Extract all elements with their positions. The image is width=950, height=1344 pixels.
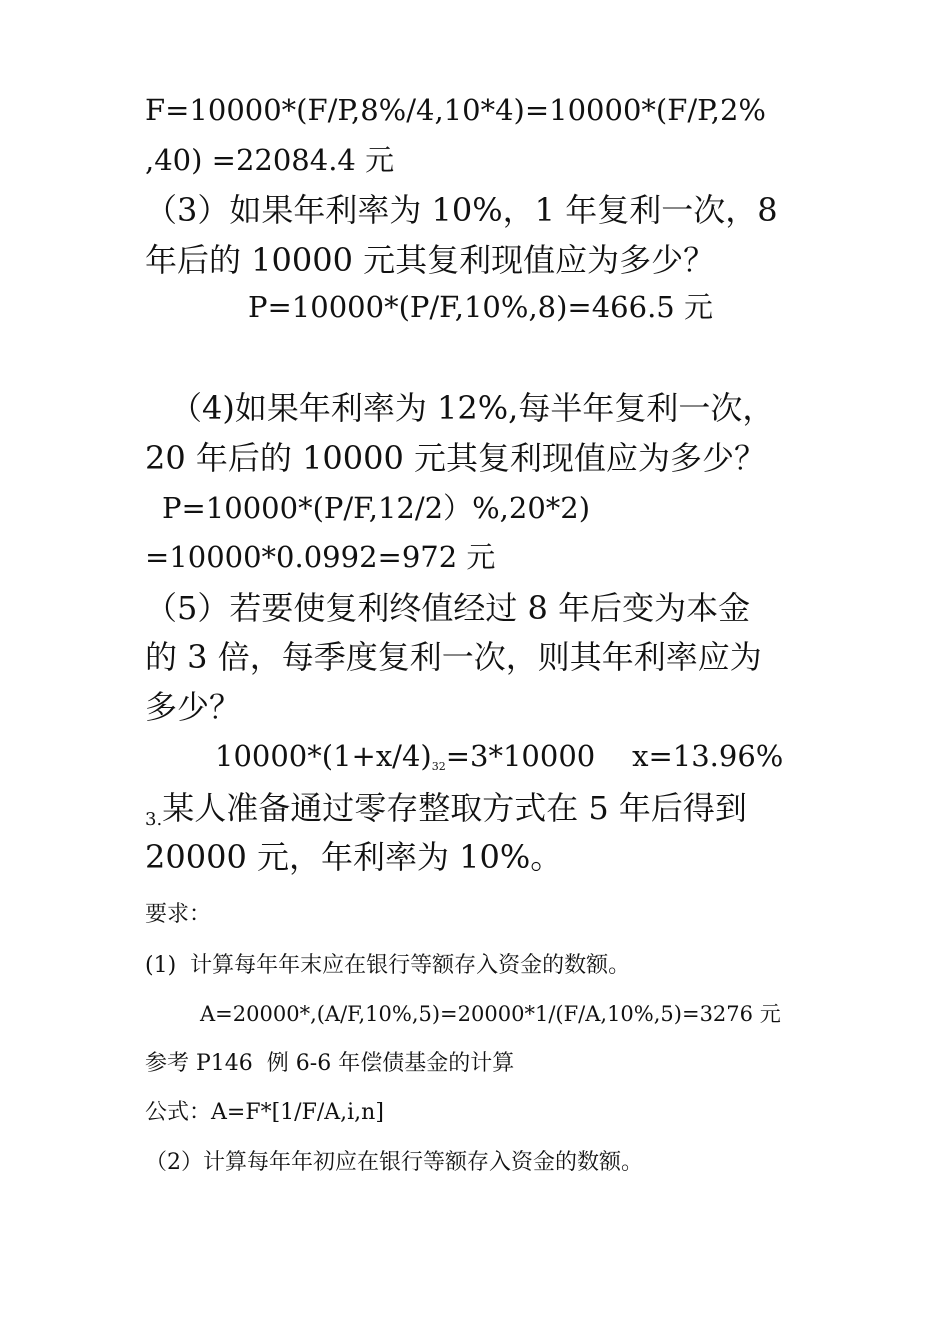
question-4-line-2: 20 年后的 10000 元其复利现值应为多少？: [145, 439, 767, 477]
problem-3-line-1: [145, 789, 747, 830]
requirement-1-answer: A=20000*,(A/F,10%,5)=20000*1/(F/A,10%,5)=3276 元: [200, 1002, 781, 1026]
answer-3: P=10000*(P/F,10%,8)=466.5 元: [248, 290, 713, 324]
formula-note: 公式：A=F*[1/F/A,i,n]: [145, 1100, 384, 1125]
question-3-line-2: 年后的 10000 元其复利现值应为多少？: [145, 241, 716, 279]
formula-line-1: F=10000*(F/P,8%/4,10*4)=10000*(F/P,2%: [145, 93, 766, 127]
question-5-line-3: 多少？: [145, 688, 242, 726]
answer-5-exponent: 32: [431, 760, 446, 773]
reference-note: 参考 P146 例 6-6 年偿债基金的计算: [145, 1051, 515, 1076]
answer-4-line-1: P=10000*(P/F,12/2）%,20*2): [162, 491, 591, 525]
problem-3-number: 3.: [145, 809, 163, 830]
question-5-line-2: 的 3 倍，每季度复利一次，则其年利率应为: [145, 638, 762, 676]
formula-line-2: ,40) =22084.4 元: [145, 143, 395, 177]
requirement-2: （2）计算每年年初应在银行等额存入资金的数额。: [145, 1150, 643, 1175]
requirement-1: (1) 计算每年年末应在银行等额存入资金的数额。: [145, 953, 631, 978]
problem-3-text: 某人准备通过零存整取方式在 5 年后得到: [162, 789, 747, 827]
answer-4-line-2: =10000*0.0992=972 元: [145, 540, 496, 574]
answer-5: [215, 739, 784, 773]
answer-5-rest: =3*10000 x=13.96%: [445, 739, 784, 773]
problem-3-line-2: 20000 元，年利率为 10%。: [145, 838, 563, 876]
question-4-line-1: （4)如果年利率为 12%,每半年复利一次，: [170, 389, 775, 427]
answer-5-base: 10000*(1+x/4): [215, 739, 432, 773]
requirements-heading: 要求：: [145, 902, 212, 927]
question-5-line-1: （5）若要使复利终值经过 8 年后变为本金: [145, 589, 751, 627]
question-3-line-1: （3）如果年利率为 10%，1 年复利一次，8: [145, 191, 778, 229]
